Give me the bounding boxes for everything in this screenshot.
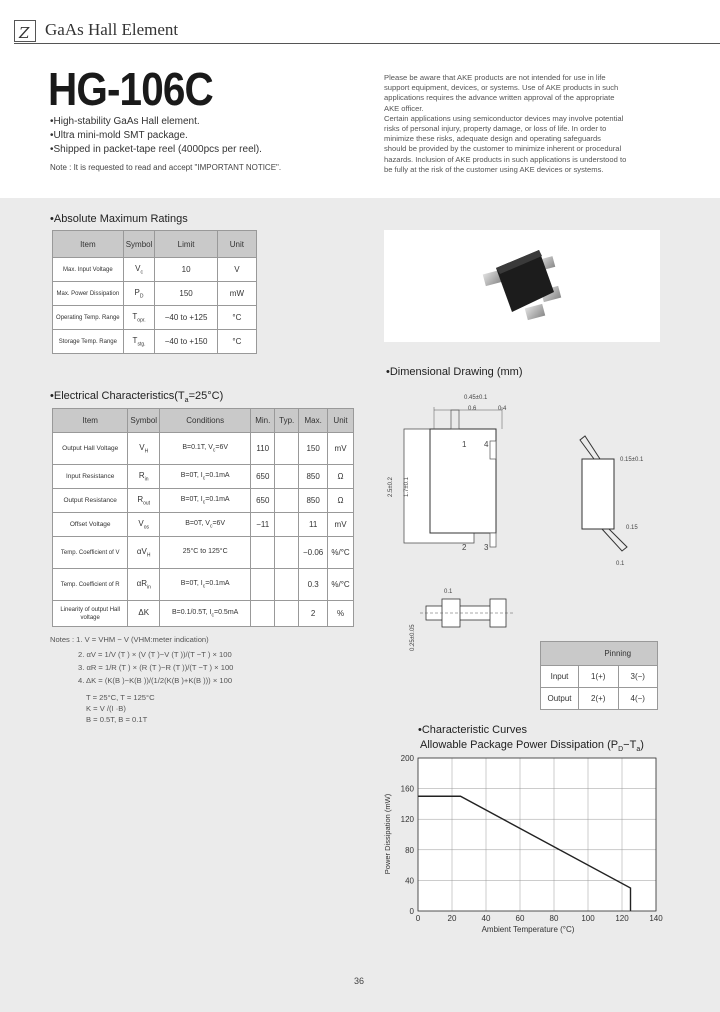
side-view-body: [582, 459, 614, 529]
cell-min: 650: [251, 465, 275, 489]
col-header: Unit: [217, 231, 256, 258]
abs-max-table: [52, 230, 257, 354]
cell-item: Temp. Coefficient of R: [53, 569, 128, 601]
pinning-table: [540, 641, 658, 710]
logo-glyph: Z: [19, 24, 30, 42]
side-lead: [580, 436, 600, 459]
pin-value: 2(+): [579, 688, 619, 710]
col-header: Symbol: [128, 409, 160, 433]
header-divider: [14, 43, 720, 44]
cell-symbol: $\alpha V_H$: [128, 537, 160, 569]
y-tick-label: 0: [409, 907, 414, 916]
cell-item: Max. Power Dissipation: [53, 282, 124, 306]
notes: [50, 634, 233, 725]
important-notice: Note : It is requested to read and accept "IMPORTANT NOTICE".: [50, 163, 282, 172]
cell-max: 0.3: [299, 569, 328, 601]
note-line: 3. αR = 1/R (T ) × (R (T )−R (T ))/(T −T ) × 100: [78, 663, 234, 672]
table-row: [53, 282, 257, 306]
cell-min: [251, 569, 275, 601]
note-line: 4. ΔK = (K(B )−K(B ))/(1/2(K(B )+K(B ))) × 100: [78, 676, 233, 685]
feature-2: •Ultra mini-mold SMT package.: [50, 130, 188, 141]
table-row: [53, 601, 354, 627]
disclaimer-line: Please be aware that AKE products are not intended for use in life: [384, 73, 606, 82]
cell-conditions: B=0T, $I_c=0.1mA$: [160, 489, 251, 513]
dim-label: 0.6: [468, 406, 477, 412]
cell-typ: [275, 489, 299, 513]
col-header: Limit: [155, 231, 217, 258]
pin-value: 1(+): [579, 666, 619, 688]
x-tick-label: 80: [549, 914, 559, 923]
cell-item: Storage Temp. Range: [53, 330, 124, 354]
col-header: Max.: [299, 409, 328, 433]
brand-logo-icon: [14, 20, 36, 42]
cell-max: 850: [299, 465, 328, 489]
cell-symbol: $\alpha R_{in}$: [128, 569, 160, 601]
x-axis-label: Ambient Temperature (°C): [481, 925, 575, 934]
lead-pad: [525, 304, 545, 320]
cell-unit: %: [328, 601, 354, 627]
package-photo: [384, 230, 660, 342]
cell-conditions: B=0T, $I_c=0.1mA$: [160, 465, 251, 489]
feature-3: •Shipped in packet-tape reel (4000pcs per reel).: [50, 144, 262, 155]
part-number: HG-106C: [48, 63, 213, 115]
cell-typ: [275, 569, 299, 601]
table-row: [53, 330, 257, 354]
table-row: [53, 569, 354, 601]
cell-unit: Ω: [328, 465, 354, 489]
note-line: T = 25°C, T = 125°C: [86, 693, 155, 702]
cell-conditions: B=0T, $I_c=0.1mA$: [160, 569, 251, 601]
disclaimer-line: hazards. Inclusion of AKE products in such applications is understood to: [384, 154, 627, 164]
disclaimer-line: applications requires the advance written approval of the appropriate: [384, 93, 615, 103]
plot-area: [418, 758, 656, 911]
cell-limit: −40 to +150: [155, 330, 217, 354]
y-tick-label: 200: [400, 754, 414, 763]
package-image: [384, 230, 660, 342]
page-category-title: GaAs Hall Element: [45, 20, 179, 39]
cell-max: 850: [299, 489, 328, 513]
dim-label: 0.15±0.1: [620, 457, 644, 463]
dim-title: •Dimensional Drawing (mm): [386, 366, 523, 378]
cell-max: −0.06: [299, 537, 328, 569]
cell-typ: [275, 433, 299, 465]
abs-max-title: •Absolute Maximum Ratings: [50, 213, 188, 225]
cell-min: [251, 601, 275, 627]
note-line: Notes : 1. V = VHM − V (VHM:meter indication): [50, 635, 209, 644]
lead-4: [451, 410, 459, 429]
pin-value: 4(−): [618, 688, 658, 710]
cell-item: Output Hall Voltage: [53, 433, 128, 465]
col-header: Typ.: [275, 409, 299, 433]
cell-max: 11: [299, 513, 328, 537]
page-header: [0, 0, 720, 44]
dim-label: 0.45±0.1: [464, 395, 488, 401]
disclaimer-line: should be provided by the customer to minimize inherent or procedural: [384, 144, 622, 154]
y-tick-label: 80: [405, 845, 414, 855]
note-line: 2. αV = 1/V (T ) × (V (T )−V (T ))/(T −T ) × 100: [78, 650, 232, 659]
cell-typ: [275, 537, 299, 569]
cell-typ: [275, 513, 299, 537]
cell-max: 2: [299, 601, 328, 627]
col-header: Conditions: [160, 409, 251, 433]
table-row: [541, 666, 658, 688]
col-header: Min.: [251, 409, 275, 433]
power-dissipation-chart: [380, 750, 680, 940]
cell-conditions: B=0.1/0.5T, $I_c=0.5mA$: [160, 601, 251, 627]
col-header: Item: [53, 231, 124, 258]
x-tick-label: 60: [515, 914, 525, 923]
cell-symbol: $P_D$: [123, 282, 155, 306]
x-tick-label: 0: [415, 914, 421, 923]
y-ticks: [401, 754, 415, 916]
cell-min: 110: [251, 433, 275, 465]
col-header: Item: [53, 409, 128, 433]
cell-limit: 10: [155, 258, 217, 282]
table-row: [53, 306, 257, 330]
disclaimer-line: Certain applications using semiconductor devices may involve potential: [384, 113, 624, 123]
lead: [490, 441, 496, 459]
cell-unit: mW: [217, 282, 256, 306]
cell-item: Input Resistance: [53, 465, 128, 489]
cell-limit: −40 to +125: [155, 306, 217, 330]
pin-value: 3(−): [618, 666, 658, 688]
cell-item: Offset Voltage: [53, 513, 128, 537]
y-tick-label: 40: [405, 876, 414, 886]
pin-label: 4: [484, 440, 489, 449]
x-tick-label: 140: [649, 914, 663, 923]
disclaimer-line: be fully at the risk of the customer using AKE devices or systems.: [384, 164, 604, 174]
feature-1: •High-stability GaAs Hall element.: [50, 116, 200, 127]
pin-function: Output: [541, 688, 579, 710]
cell-unit: °C: [217, 306, 256, 330]
cell-unit: %/°C: [328, 537, 354, 569]
cell-min: 650: [251, 489, 275, 513]
x-tick-label: 100: [581, 914, 595, 923]
cell-symbol: $R_{out}$: [128, 489, 160, 513]
dim-label: 0.1: [616, 561, 625, 567]
cell-symbol: ΔK: [128, 601, 160, 627]
curves-subtitle: Allowable Package Power Dissipation $(P_D-T_a)$: [420, 739, 644, 754]
y-axis-label: Power Dissipation (mW): [383, 793, 392, 875]
dim-label: 2.5±0.2: [388, 477, 394, 497]
table-row: [53, 513, 354, 537]
pin-label: 1: [462, 440, 467, 449]
lead: [490, 533, 496, 547]
dim-label: 0.4: [498, 406, 507, 412]
curves-title: •Characteristic Curves: [418, 724, 527, 736]
pin-label: 3: [484, 543, 489, 552]
x-ticks: [416, 914, 663, 923]
cell-unit: %/°C: [328, 569, 354, 601]
dim-label: 1.7±0.1: [404, 477, 410, 497]
note-line: K = V /(I ·B): [86, 704, 126, 713]
table-row: [541, 688, 658, 710]
cell-unit: °C: [217, 330, 256, 354]
y-tick-label: 160: [400, 784, 414, 794]
cell-unit: mV: [328, 433, 354, 465]
disclaimer-line: support equipment, devices, or systems. Use of AKE products in such: [384, 83, 619, 93]
cell-unit: Ω: [328, 489, 354, 513]
x-tick-label: 40: [481, 914, 491, 923]
disclaimer-line: AKE officer.: [384, 103, 424, 113]
col-header: Symbol: [123, 231, 155, 258]
disclaimer-line: minimize these risks, adequate design and operating safeguards: [384, 134, 601, 144]
dim-label: 0.25±0.05: [410, 624, 416, 651]
dimensional-drawing: [384, 385, 684, 670]
table-row: [53, 537, 354, 569]
cell-symbol: $T_{opr.}$: [123, 306, 155, 330]
pin-header-blank: [541, 642, 579, 666]
cell-symbol: $T_{stg.}$: [123, 330, 155, 354]
cell-typ: [275, 601, 299, 627]
col-header: Unit: [328, 409, 354, 433]
cell-item: Linearity of output Hall voltage: [53, 601, 128, 627]
cell-item: Temp. Coefficient of V: [53, 537, 128, 569]
table-row: [53, 489, 354, 513]
note-line: B = 0.5T, B = 0.1T: [86, 715, 148, 724]
cell-conditions: B=0.1T, $V_c=6V$: [160, 433, 251, 465]
cell-item: Output Resistance: [53, 489, 128, 513]
page-number: 36: [354, 976, 365, 986]
table-row: [53, 465, 354, 489]
cell-symbol: $V_H$: [128, 433, 160, 465]
pin-label: 2: [462, 543, 467, 552]
cell-limit: 150: [155, 282, 217, 306]
cell-item: Max. Input Voltage: [53, 258, 124, 282]
cell-conditions: 25°C to 125°C: [160, 537, 251, 569]
cell-typ: [275, 465, 299, 489]
table-row: [53, 258, 257, 282]
cell-min: −11: [251, 513, 275, 537]
pinning-header: Pinning: [579, 642, 658, 666]
cell-unit: V: [217, 258, 256, 282]
pin-function: Input: [541, 666, 579, 688]
table-row: [53, 433, 354, 465]
y-tick-label: 120: [400, 815, 414, 825]
cell-conditions: B=0T, $V_c=6V$: [160, 513, 251, 537]
cell-min: [251, 537, 275, 569]
cell-max: 150: [299, 433, 328, 465]
dim-label: 0.1: [444, 589, 453, 595]
cell-unit: mV: [328, 513, 354, 537]
x-tick-label: 20: [447, 914, 457, 923]
dim-label: 0.15: [626, 525, 638, 531]
cell-symbol: $V_{os}$: [128, 513, 160, 537]
disclaimer-text: [384, 73, 660, 175]
elec-table: [52, 408, 354, 627]
cell-symbol: $V_c$: [123, 258, 155, 282]
cell-symbol: $R_{in}$: [128, 465, 160, 489]
elec-title: •Electrical $Characteristics(T_a=25^\circ C)$: [50, 390, 224, 405]
cell-item: Operating Temp. Range: [53, 306, 124, 330]
x-tick-label: 120: [615, 914, 629, 923]
disclaimer-line: risks of personal injury, property damage, or loss of life. In order to: [384, 124, 607, 134]
side-lead: [602, 529, 627, 551]
